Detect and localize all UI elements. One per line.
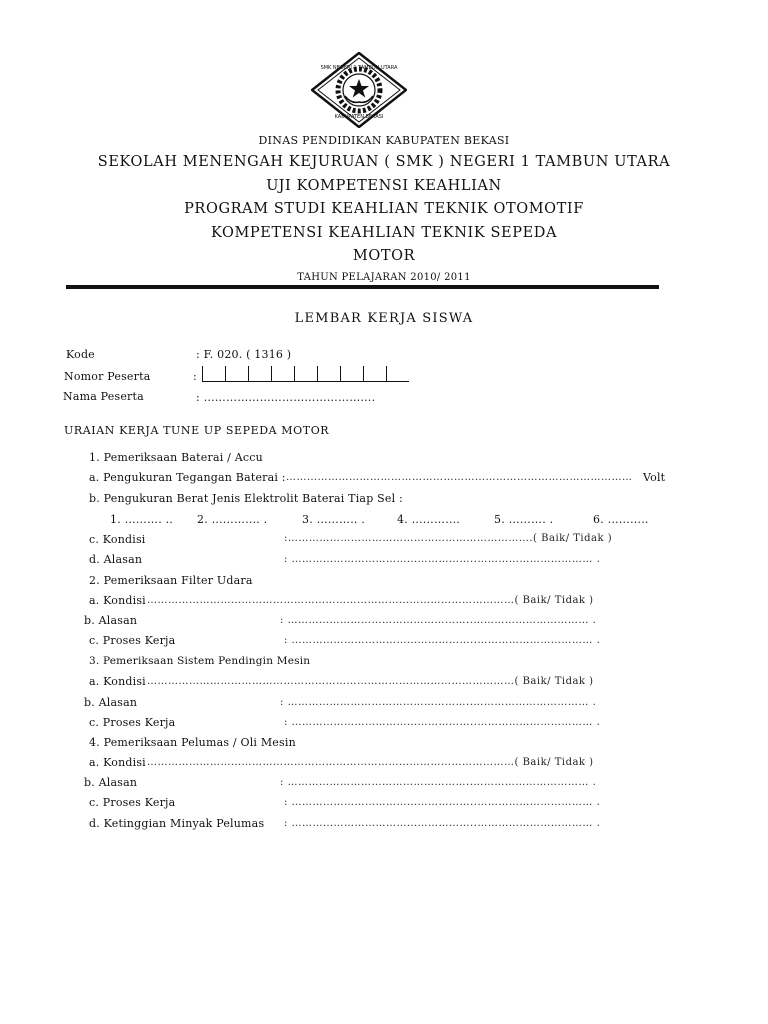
school-emblem-logo [311,52,407,128]
nomor-peserta-box[interactable] [386,366,409,381]
header-motor: MOTOR [352,248,416,264]
form-title: LEMBAR KERJA SISWA [294,311,474,326]
header-school: SEKOLAH MENENGAH KEJURUAN ( SMK ) NEGERI 1 TAMBUN UTARA [97,154,671,170]
s2-c-field[interactable]: : ……………………………………………..…………………………… . [284,635,601,646]
s3-c-field[interactable]: : ……………………………………………..…………………………… . [284,717,601,728]
logo-text-top: SMK NEGERI 1 TAMBUN UTARA [320,65,398,71]
nomor-peserta-boxes[interactable] [202,366,409,382]
nama-peserta-label: Nama Peserta [63,390,144,403]
nomor-peserta-box[interactable] [294,366,317,381]
nomor-peserta-box[interactable] [340,366,363,381]
s1-c-field[interactable]: :…………………………………………………………….( Baik/ Tidak ) [284,533,613,544]
s1-b-label: b. Pengukuran Berat Jenis Elektrolit Baterai Tiap Sel : [89,492,403,505]
s2-a-label: a. Kondisi [89,594,146,607]
s1-cell-2[interactable]: 2. ……….... . [197,513,268,526]
section-title: URAIAN KERJA TUNE UP SEPEDA MOTOR [64,424,330,437]
nomor-peserta-box[interactable] [271,366,294,381]
s4-c-field[interactable]: : ……………………………………………..…………………………… . [284,797,601,808]
s3-a-field[interactable]: ……………………………………………………………………………………………( Baik/ Tidak ) [147,676,594,687]
s1-c-label: c. Kondisi [89,533,146,546]
s1-d-label: d. Alasan [89,553,143,566]
s4-a-field[interactable]: ……………………………………………………………………………………………( Baik/ Tidak ) [147,757,594,768]
s4-b-label: b. Alasan [84,776,138,789]
s1-title: 1. Pemeriksaan Baterai / Accu [89,451,263,464]
s1-a-label: a. Pengukuran Tegangan Baterai : [89,471,286,484]
s4-title: 4. Pemeriksaan Pelumas / Oli Mesin [89,736,296,749]
s1-cell-4[interactable]: 4. …………. [397,513,461,526]
nomor-peserta-box[interactable] [363,366,386,381]
s3-b-label: b. Alasan [84,696,138,709]
s3-c-label: c. Proses Kerja [89,716,176,729]
s3-a-label: a. Kondisi [89,675,146,688]
s1-cell-1[interactable]: 1. ………. .. [110,513,173,526]
s2-a-field[interactable]: ……………………………………………………………………………………………( Baik/ Tidak ) [147,595,594,606]
s1-cell-5[interactable]: 5. ………. . [494,513,554,526]
header-kompetensi: KOMPETENSI KEAHLIAN TEKNIK SEPEDA [210,225,558,241]
nomor-peserta-box[interactable] [317,366,340,381]
s3-b-field[interactable]: : ……………………………………………..…………………………… . [280,697,597,708]
s2-b-field[interactable]: : ……………………………………………..…………………………… . [280,615,597,626]
nama-peserta-field[interactable]: : ………………………………………. [196,391,376,404]
s4-c-label: c. Proses Kerja [89,796,176,809]
nomor-peserta-box[interactable] [202,366,225,381]
logo-text-bottom: KABUPATEN BEKASI [334,114,384,120]
kode-value: : F. 020. ( 1316 ) [196,348,292,361]
header-tahun: TAHUN PELAJARAN 2010/ 2011 [297,272,471,283]
header-dinas: DINAS PENDIDIKAN KABUPATEN BEKASI [258,134,510,147]
nomor-peserta-box[interactable] [225,366,248,381]
s4-b-field[interactable]: : ……………………………………………..…………………………… . [280,777,597,788]
kode-label: Kode [66,348,95,361]
s1-a-unit: Volt [643,471,666,484]
header-program: PROGRAM STUDI KEAHLIAN TEKNIK OTOMOTIF [184,201,584,217]
nomor-peserta-colon: : [193,370,197,383]
nomor-peserta-box[interactable] [248,366,271,381]
s2-title: 2. Pemeriksaan Filter Udara [89,574,253,587]
s4-d-field[interactable]: : ……………………………………………..…………………………… . [284,818,601,829]
s4-a-label: a. Kondisi [89,756,146,769]
s2-b-label: b. Alasan [84,614,138,627]
s2-c-label: c. Proses Kerja [89,634,176,647]
s1-d-field[interactable]: : ……………………………………………..…………………………… . [284,554,601,565]
s4-d-label: d. Ketinggian Minyak Pelumas [89,817,265,830]
header-divider-rule [66,285,659,289]
s1-cell-3[interactable]: 3. ……….. . [302,513,365,526]
s3-title: 3. Pemeriksaan Sistem Pendingin Mesin [89,655,311,667]
s1-cell-6[interactable]: 6. ……….. [593,513,649,526]
nomor-peserta-label: Nomor Peserta [64,370,151,383]
header-uji: UJI KOMPETENSI KEAHLIAN [266,178,502,194]
s1-a-field[interactable]: ……………………………………………………………………………………… [286,472,633,483]
